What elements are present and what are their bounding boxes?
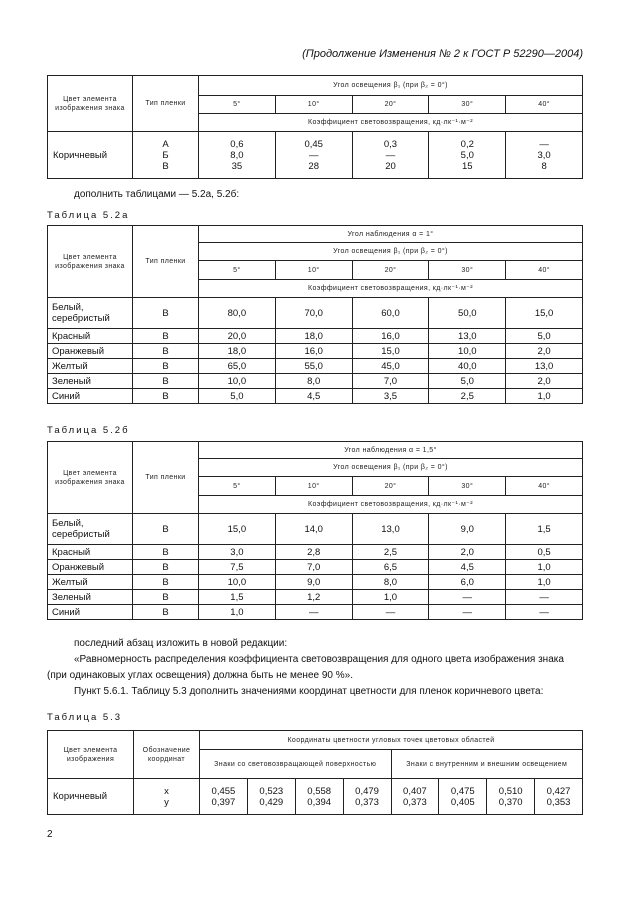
value: 0,479 xyxy=(355,785,379,797)
value-cell: 9,0 xyxy=(429,514,506,545)
angle-header: 5° xyxy=(199,477,276,496)
row-label: Коричневый xyxy=(48,779,134,815)
value: 0,427 xyxy=(546,785,571,797)
angle-header: 30° xyxy=(429,477,506,496)
value-cell: 18,0 xyxy=(275,329,352,344)
value-cell xyxy=(352,132,429,179)
film-type: В xyxy=(133,374,199,389)
coordinate-symbols xyxy=(134,779,200,815)
value-cell: 14,0 xyxy=(275,514,352,545)
paragraph: последний абзац изложить в новой редакции: xyxy=(74,638,288,649)
value-cell: 2,0 xyxy=(506,374,583,389)
value-cell: 5,0 xyxy=(506,329,583,344)
value-cell: 2,8 xyxy=(275,545,352,560)
row-label: Синий xyxy=(48,605,133,620)
coefficient-header: Коэффициент световозвращения, кд·лк⁻¹·м⁻² xyxy=(199,114,583,132)
table-row xyxy=(48,344,583,359)
chromaticity-header: Координаты цветности угловых точек цветовых областей xyxy=(200,731,583,750)
table-title-5-3: Таблица 5.3 xyxy=(47,712,123,723)
coordinate-column-header: Обозначение координат xyxy=(134,731,200,779)
value-cell: — xyxy=(352,605,429,620)
value: 0,405 xyxy=(450,796,475,808)
value: 0,558 xyxy=(307,785,332,797)
table-row xyxy=(48,560,583,575)
coordinate-value-cell xyxy=(247,779,295,815)
value: 0,3 xyxy=(383,138,398,150)
coordinate-value-cell xyxy=(535,779,583,815)
film-type: Б xyxy=(162,149,169,161)
page-number: 2 xyxy=(47,829,53,840)
value-cell: 1,0 xyxy=(506,575,583,590)
value-cell: — xyxy=(506,590,583,605)
value-cell: — xyxy=(429,605,506,620)
value: 0,6 xyxy=(230,138,244,150)
table-title-5-2a: Таблица 5.2а xyxy=(47,210,130,221)
film-type: В xyxy=(133,590,199,605)
value-cell: 1,5 xyxy=(199,590,276,605)
value: 5,0 xyxy=(460,149,474,161)
angle-header: 5° xyxy=(199,261,276,280)
value-cell: 1,0 xyxy=(199,605,276,620)
table-5-2b xyxy=(47,441,583,620)
film-type-column-header: Тип пленки xyxy=(133,76,199,132)
illumination-angle-header: Угол освещения β₁ (при β₂ = 0°) xyxy=(199,243,583,261)
value-cell: 5,0 xyxy=(429,374,506,389)
value: 0,397 xyxy=(211,796,236,808)
film-type: В xyxy=(133,575,199,590)
value-cell: 5,0 xyxy=(199,389,276,404)
observation-angle-header: Угол наблюдения α = 1° xyxy=(199,226,583,243)
film-type: В xyxy=(133,545,199,560)
value-cell: 45,0 xyxy=(352,359,429,374)
coordinate-value-cell xyxy=(439,779,487,815)
value-cell: 15,0 xyxy=(352,344,429,359)
value: 0,45 xyxy=(304,138,323,150)
table-row xyxy=(48,590,583,605)
value-cell xyxy=(199,132,276,179)
coordinate-value-cell xyxy=(295,779,343,815)
value-cell: 6,5 xyxy=(352,560,429,575)
paragraph: Пункт 5.6.1. Таблицу 5.3 дополнить значениями координат цветности для пленок коричневого цвета: xyxy=(74,686,544,697)
film-types xyxy=(133,132,199,179)
coordinate-value-cell xyxy=(200,779,248,815)
row-label: Белый, серебристый xyxy=(48,298,133,329)
film-type: В xyxy=(133,359,199,374)
angle-header: 10° xyxy=(275,96,352,114)
coordinate-symbol: x xyxy=(164,785,169,797)
angle-header: 30° xyxy=(429,261,506,280)
value-cell: 15,0 xyxy=(199,514,276,545)
table-continuation xyxy=(47,75,583,179)
value-cell: 10,0 xyxy=(199,575,276,590)
film-type: В xyxy=(133,344,199,359)
value: 0,2 xyxy=(460,138,474,150)
angle-header: 40° xyxy=(506,261,583,280)
angle-header: 10° xyxy=(275,477,352,496)
value-cell: 6,0 xyxy=(429,575,506,590)
film-type: В xyxy=(162,160,169,172)
value-cell: 3,5 xyxy=(352,389,429,404)
value: 0,373 xyxy=(355,796,379,808)
value-cell xyxy=(275,132,352,179)
value: 0,510 xyxy=(498,785,523,797)
table-row xyxy=(48,329,583,344)
observation-angle-header: Угол наблюдения α = 1,5° xyxy=(199,442,583,459)
value: 8,0 xyxy=(230,149,244,161)
value-cell: 1,5 xyxy=(506,514,583,545)
supplement-text: дополнить таблицами — 5.2а, 5.2б: xyxy=(74,189,240,200)
retroreflective-signs-header: Знаки со световозвращающей поверхностью xyxy=(200,750,392,779)
value: 15 xyxy=(462,160,473,172)
table-row xyxy=(48,359,583,374)
coordinate-symbol: у xyxy=(164,796,169,808)
table-title-5-2b: Таблица 5.2б xyxy=(47,425,130,436)
row-label: Оранжевый xyxy=(48,344,133,359)
value-cell: 2,5 xyxy=(352,545,429,560)
paragraph: «Равномерность распределения коэффициента световозвращения для одного цвета изображения знака (при одинаковых углах освещения) должна быть не менее 90 %». xyxy=(47,654,564,681)
angle-header: 40° xyxy=(506,96,583,114)
value-cell: 1,0 xyxy=(352,590,429,605)
value-cell: 16,0 xyxy=(352,329,429,344)
film-type: А xyxy=(162,138,169,150)
coefficient-header: Коэффициент световозвращения, кд·лк⁻¹·м⁻² xyxy=(199,496,583,514)
table-row xyxy=(48,575,583,590)
coefficient-header: Коэффициент световозвращения, кд·лк⁻¹·м⁻² xyxy=(199,280,583,298)
value: 0,523 xyxy=(259,785,284,797)
angle-header: 5° xyxy=(199,96,276,114)
value: 0,407 xyxy=(403,785,427,797)
value-cell: 50,0 xyxy=(429,298,506,329)
value-cell: 2,0 xyxy=(429,545,506,560)
color-column-header: Цвет элемента изображения знака xyxy=(48,76,133,132)
row-label: Белый, серебристый xyxy=(48,514,133,545)
angle-header: 10° xyxy=(275,261,352,280)
value: 28 xyxy=(308,160,319,172)
film-type: В xyxy=(133,329,199,344)
row-label: Синий xyxy=(48,389,133,404)
row-label: Зеленый xyxy=(48,590,133,605)
value: — xyxy=(385,149,396,161)
value-cell: 9,0 xyxy=(275,575,352,590)
table-row xyxy=(48,605,583,620)
film-type: В xyxy=(133,514,199,545)
coordinate-value-cell xyxy=(391,779,439,815)
color-column-header: Цвет элемента изображения знака xyxy=(48,226,133,298)
color-column-header: Цвет элемента изображения знака xyxy=(48,442,133,514)
row-label: Красный xyxy=(48,329,133,344)
angle-header: 20° xyxy=(352,96,429,114)
table-row xyxy=(48,545,583,560)
value-cell: 10,0 xyxy=(429,344,506,359)
film-type: В xyxy=(133,605,199,620)
angle-header: 30° xyxy=(429,96,506,114)
value-cell: 40,0 xyxy=(429,359,506,374)
value: 20 xyxy=(385,160,396,172)
angle-header: 20° xyxy=(352,477,429,496)
value-cell: 8,0 xyxy=(352,575,429,590)
value-cell: 0,5 xyxy=(506,545,583,560)
value-cell: 15,0 xyxy=(506,298,583,329)
film-type: В xyxy=(133,560,199,575)
coordinate-value-cell xyxy=(487,779,535,815)
value-cell xyxy=(506,132,583,179)
table-row xyxy=(48,514,583,545)
value-cell: — xyxy=(429,590,506,605)
value-cell: 7,5 xyxy=(199,560,276,575)
coordinate-value-cell xyxy=(343,779,391,815)
row-label: Желтый xyxy=(48,359,133,374)
value: 0,429 xyxy=(259,796,284,808)
value: 0,475 xyxy=(450,785,475,797)
value: 0,370 xyxy=(498,796,523,808)
value-cell: 4,5 xyxy=(275,389,352,404)
film-type: В xyxy=(133,389,199,404)
document-header: (Продолжение Изменения № 2 к ГОСТ Р 52290—2004) xyxy=(302,48,583,60)
value-cell: 8,0 xyxy=(275,374,352,389)
value-cell xyxy=(429,132,506,179)
value: — xyxy=(308,149,319,161)
value: 0,455 xyxy=(211,785,236,797)
value-cell: 7,0 xyxy=(275,560,352,575)
angle-header: 40° xyxy=(506,477,583,496)
value-cell: 3,0 xyxy=(199,545,276,560)
row-label: Зеленый xyxy=(48,374,133,389)
value-cell: 65,0 xyxy=(199,359,276,374)
value-cell: 20,0 xyxy=(199,329,276,344)
film-type: В xyxy=(133,298,199,329)
value-cell: 1,0 xyxy=(506,560,583,575)
value: — xyxy=(539,138,549,150)
value-cell: — xyxy=(275,605,352,620)
value: 0,394 xyxy=(307,796,332,808)
row-label: Красный xyxy=(48,545,133,560)
table-5-2a xyxy=(47,225,583,404)
value-cell: 70,0 xyxy=(275,298,352,329)
value-cell: 60,0 xyxy=(352,298,429,329)
table-5-3 xyxy=(47,730,583,815)
illumination-angle-header: Угол освещения β₁ (при β₂ = 0°) xyxy=(199,459,583,477)
value-cell: 4,5 xyxy=(429,560,506,575)
table-row xyxy=(48,389,583,404)
value: 8 xyxy=(541,160,547,172)
film-type-column-header: Тип пленки xyxy=(133,226,199,298)
value-cell: 13,0 xyxy=(352,514,429,545)
value-cell: 13,0 xyxy=(429,329,506,344)
value-cell: 1,0 xyxy=(506,389,583,404)
value: 0,373 xyxy=(403,796,427,808)
row-label: Коричневый xyxy=(48,132,133,179)
table-row xyxy=(48,374,583,389)
value-cell: 7,0 xyxy=(352,374,429,389)
value-cell: 2,0 xyxy=(506,344,583,359)
value-cell: 80,0 xyxy=(199,298,276,329)
table-row xyxy=(48,298,583,329)
color-column-header: Цвет элемента изображения xyxy=(48,731,134,779)
value: 35 xyxy=(231,160,243,172)
value: 3,0 xyxy=(537,149,551,161)
row-label: Оранжевый xyxy=(48,560,133,575)
value-cell: — xyxy=(506,605,583,620)
value-cell: 1,2 xyxy=(275,590,352,605)
angle-header: 20° xyxy=(352,261,429,280)
film-type-column-header: Тип пленки xyxy=(133,442,199,514)
value: 0,353 xyxy=(546,796,571,808)
value-cell: 16,0 xyxy=(275,344,352,359)
row-label: Желтый xyxy=(48,575,133,590)
value-cell: 13,0 xyxy=(506,359,583,374)
value-cell: 18,0 xyxy=(199,344,276,359)
illumination-angle-header: Угол освещения β₁ (при β₂ = 0°) xyxy=(199,76,583,96)
value-cell: 10,0 xyxy=(199,374,276,389)
illuminated-signs-header: Знаки с внутренним и внешним освещением xyxy=(391,750,583,779)
value-cell: 55,0 xyxy=(275,359,352,374)
value-cell: 2,5 xyxy=(429,389,506,404)
